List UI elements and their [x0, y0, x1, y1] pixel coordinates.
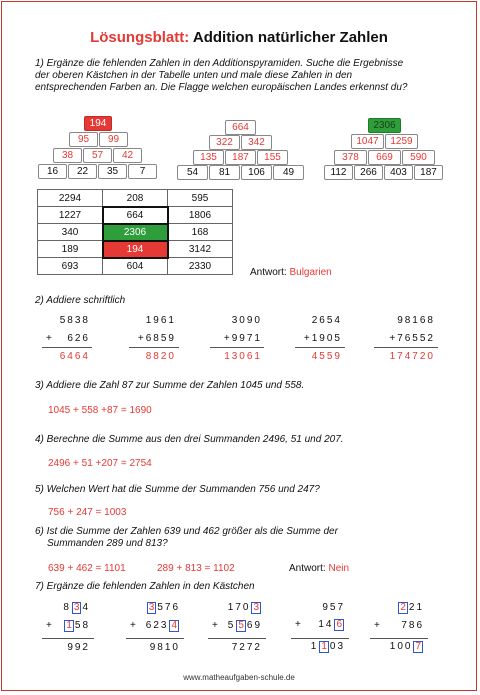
digit: 3 — [160, 620, 169, 631]
sum-line — [208, 638, 266, 639]
filled-digit-box: 6 — [336, 619, 342, 630]
digit: 5 — [157, 602, 165, 613]
pyramid-cell: 342 — [241, 135, 272, 150]
pyramid-cell: 7 — [128, 164, 157, 179]
missing-digit-problem — [46, 602, 90, 653]
page-title — [2, 29, 476, 46]
digit: 5 — [329, 602, 338, 613]
task3-answer: 1045 + 558 +87 = 1690 — [48, 405, 152, 416]
sum-line — [129, 347, 179, 348]
worksheet-page — [1, 1, 477, 691]
pyramid-cell: 322 — [209, 135, 240, 150]
digit: 3 — [337, 641, 345, 652]
pyramid-cell: 38 — [53, 148, 82, 163]
plus-sign: + — [295, 619, 303, 630]
addition-problem: 98168 +76552 174720 — [389, 315, 435, 362]
pyramid-cell: 669 — [368, 150, 401, 165]
addition-problem: 1961 +6859 8820 — [137, 315, 176, 362]
pyramid-cell: 99 — [99, 132, 128, 147]
pyramid-cell: 22 — [68, 164, 97, 179]
filled-digit-box: 7 — [415, 641, 421, 652]
task3-text: 3) Addiere die Zahl 87 zur Summe der Zahlen 1045 und 558. — [35, 380, 305, 391]
sum-line — [295, 347, 345, 348]
table-row: 693 604 2330 — [38, 258, 233, 275]
pyramid-cell: 403 — [384, 165, 413, 180]
filled-digit-box: 5 — [238, 620, 244, 631]
digit: 7 — [401, 620, 409, 631]
task2-text: 2) Addiere schriftlich — [35, 295, 126, 306]
table-row: 189 194 3142 — [38, 241, 233, 258]
pyramid-cell: 16 — [38, 164, 67, 179]
digit: 6 — [172, 602, 180, 613]
digit: 1 — [227, 602, 236, 613]
digit: 1 — [389, 641, 398, 652]
pyramid-cell: 135 — [193, 150, 224, 165]
digit: 9 — [254, 620, 262, 631]
pyramid-cell: 194 — [84, 116, 112, 131]
addition-problem: 2654 +1905 4559 — [303, 315, 342, 362]
footer-url: www.matheaufgaben-schule.de — [183, 673, 295, 682]
task4-answer: 2496 + 51 +207 = 2754 — [48, 458, 152, 469]
task7-text: 7) Ergänze die fehlenden Zahlen in den Kästchen — [35, 581, 255, 592]
table-row: 2294 208 595 — [38, 190, 233, 207]
digit: 7 — [164, 602, 173, 613]
pyramid-cell: 378 — [334, 150, 367, 165]
pyramid-cell: 1259 — [385, 134, 418, 149]
missing-digit-problem — [295, 602, 345, 653]
task6-answer: Antwort: Nein — [289, 563, 350, 574]
digit: 7 — [337, 602, 345, 613]
filled-digit-box: 2 — [400, 602, 406, 613]
sum-line — [126, 638, 184, 639]
pyramid-cell: 95 — [69, 132, 98, 147]
digit: 0 — [329, 641, 338, 652]
digit: 2 — [153, 620, 161, 631]
filled-digit-box: 1 — [321, 641, 327, 652]
sum-line — [291, 638, 349, 639]
digit: 5 — [74, 620, 83, 631]
digit: 6 — [145, 620, 154, 631]
missing-digit-problem — [212, 602, 262, 653]
task6-answer-2: 289 + 813 = 1102 — [157, 563, 235, 574]
filled-digit-box: 4 — [171, 620, 177, 631]
sum-line — [210, 347, 264, 348]
plus-sign: + — [130, 620, 138, 631]
filled-digit-box: 3 — [73, 602, 80, 613]
digit: 1 — [310, 641, 319, 652]
digit: 7272 — [231, 642, 262, 653]
sum-line — [370, 638, 428, 639]
task1-answer: Antwort: Bulgarien — [250, 267, 332, 278]
pyramid-cell: 266 — [354, 165, 383, 180]
plus-sign: + — [212, 620, 220, 631]
pyramid-cell: 2306 — [368, 118, 401, 133]
digit: 4 — [325, 619, 334, 630]
pyramid-cell: 112 — [324, 165, 353, 180]
task6-text: 6) Ist die Summe der Zahlen 639 und 462 größer als die Summe der Summanden 289 und 813? — [35, 526, 338, 549]
digit: 8 — [408, 620, 417, 631]
digit: 9810 — [149, 642, 180, 653]
plus-sign: + — [46, 620, 54, 631]
pyramid-cell: 42 — [113, 148, 142, 163]
digit: 1 — [318, 619, 326, 630]
table-row: 340 2306 168 — [38, 224, 233, 241]
pyramid-cell: 590 — [402, 150, 435, 165]
task5-answer: 756 + 247 = 1003 — [48, 507, 127, 518]
sum-line — [42, 347, 92, 348]
flag-table — [37, 189, 233, 275]
digit: 1 — [416, 602, 424, 613]
digit: 2 — [408, 602, 417, 613]
pyramid-cell: 106 — [241, 165, 272, 180]
digit: 7 — [235, 602, 243, 613]
digit: 0 — [242, 602, 251, 613]
pyramid-cell: 1047 — [351, 134, 384, 149]
missing-digit-problem — [130, 602, 180, 653]
pyramid-cell: 664 — [225, 120, 256, 135]
pyramid-cell: 187 — [225, 150, 256, 165]
pyramid-cell: 187 — [414, 165, 443, 180]
digit: 5 — [227, 620, 236, 631]
task5-text: 5) Welchen Wert hat die Summe der Summanden 756 und 247? — [35, 484, 320, 495]
table-row: 1227 664 1806 — [38, 207, 233, 224]
digit: 9 — [322, 602, 330, 613]
missing-digit-problem — [374, 602, 424, 653]
digit: 992 — [67, 642, 90, 653]
title-main: Addition natürlicher Zahlen — [192, 29, 388, 46]
pyramid-cell: 155 — [257, 150, 288, 165]
sum-line — [42, 638, 94, 639]
digit: 8 — [63, 602, 71, 613]
digit: 6 — [246, 620, 255, 631]
pyramid-cell: 49 — [273, 165, 304, 180]
digit: 0 — [404, 641, 413, 652]
filled-digit-box: 3 — [148, 602, 155, 613]
sum-line — [374, 347, 438, 348]
task4-text: 4) Berechne die Summe aus den drei Summanden 2496, 51 und 207. — [35, 434, 344, 445]
pyramid-cell: 54 — [177, 165, 208, 180]
digit: 0 — [397, 641, 405, 652]
digit: 6 — [416, 620, 424, 631]
pyramid-cell: 81 — [209, 165, 240, 180]
filled-digit-box: 1 — [66, 620, 72, 631]
digit: 8 — [82, 620, 90, 631]
task1-text: 1) Ergänze die fehlenden Zahlen in den Additionspyramiden. Suche die Ergebnisse der oberen Kästchen in der Tabelle unten und male diese Zahlen in den entsprechenden Farben an. Die Flagge welchen europäischen Landes erkennst du? — [35, 58, 408, 93]
task6-answer-1: 639 + 462 = 1101 — [48, 563, 126, 574]
addition-problem: 3090 +9971 13061 — [223, 315, 262, 362]
plus-sign: + — [374, 620, 382, 631]
pyramid-cell: 57 — [83, 148, 112, 163]
digit: 4 — [82, 602, 90, 613]
title-prefix: Lösungsblatt: — [90, 29, 190, 46]
pyramid-cell: 35 — [98, 164, 127, 179]
addition-problem: 5838 + 626 6464 — [46, 315, 90, 362]
filled-digit-box: 3 — [253, 602, 259, 613]
